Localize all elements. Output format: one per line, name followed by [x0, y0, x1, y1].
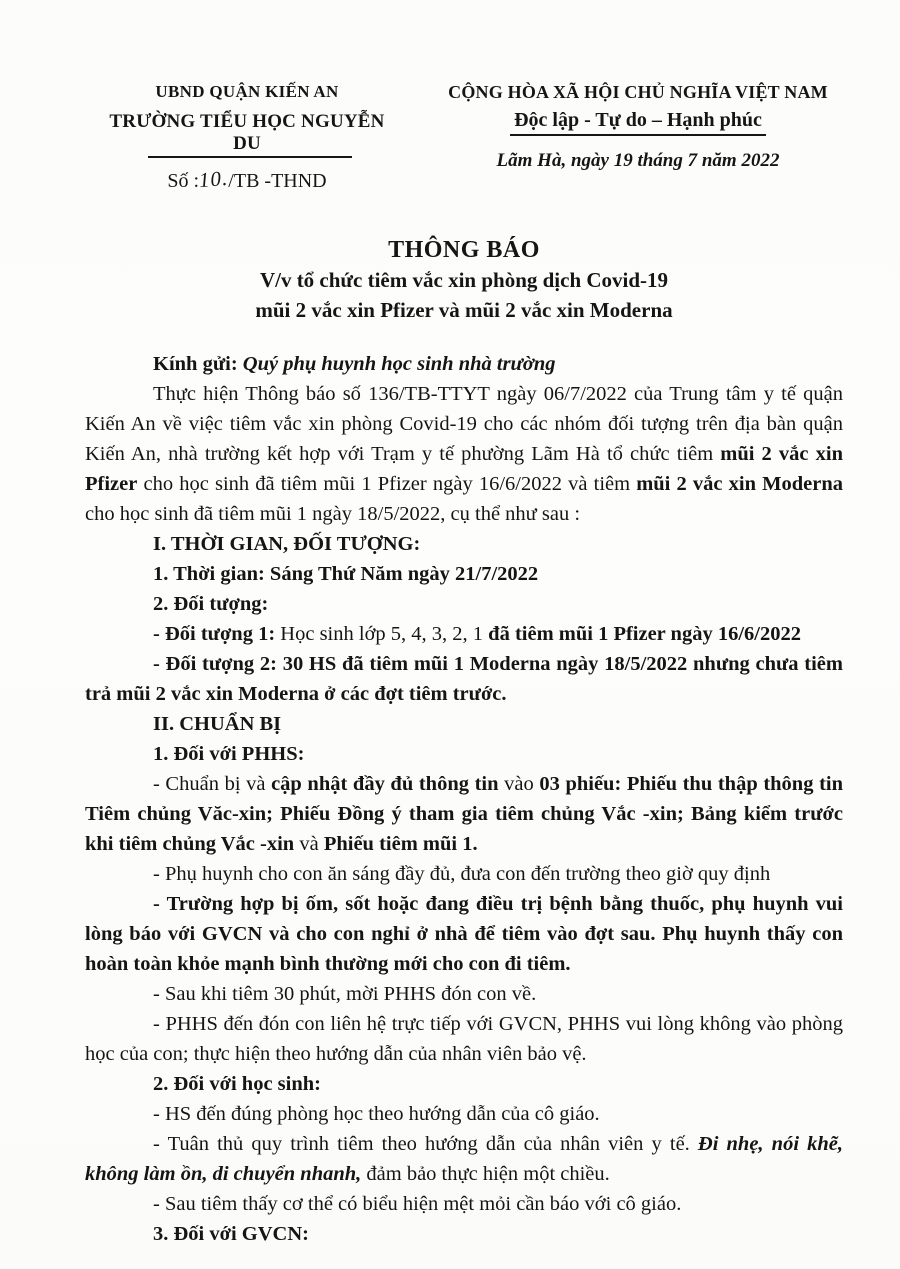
text-segment: 03 phiếu: Phiếu thu thập thông tin Tiêm chủng Văc-xin; Phiếu Đồng ý tham gia tiêm chủng Vắc -xin; Bảng kiểm trước khi tiêm chủng Vắc -xin [85, 773, 843, 855]
paragraph [85, 1009, 843, 1069]
paragraph [85, 649, 843, 709]
text-segment: mũi 2 vắc xin Moderna [636, 473, 843, 495]
text-segment: đảm bảo thực hiện một chiều. [361, 1163, 610, 1185]
text-segment: 1. Đối với PHHS: [153, 743, 305, 765]
text-segment: - Phụ huynh cho con ăn sáng đầy đủ, đưa con đến trường theo giờ quy định [153, 863, 771, 885]
document-body [85, 349, 843, 1249]
document-title-block [85, 235, 843, 325]
document-number-suffix: /TB -THND [228, 170, 327, 192]
text-segment: I. THỜI GIAN, ĐỐI TƯỢNG: [153, 533, 421, 555]
text-segment: 2. Đối với học sinh: [153, 1073, 321, 1095]
text-segment: - Chuẩn bị và [153, 773, 272, 795]
text-segment: Quý phụ huynh học sinh nhà trường [242, 353, 556, 375]
document-header [85, 82, 843, 193]
place-and-date: Lãm Hà, ngày 19 tháng 7 năm 2022 [496, 150, 780, 171]
document-number-prefix: Số : [167, 170, 200, 192]
paragraph [85, 379, 843, 529]
text-segment: Học sinh lớp 5, 4, 3, 2, 1 [280, 623, 489, 645]
text-segment: đã tiêm mũi 1 Pfizer ngày 16/6/2022 [488, 623, 801, 645]
text-segment: Đi nhẹ, nói khẽ, không làm ồn, di chuyển nhanh, [85, 1133, 844, 1185]
header-national-block [433, 82, 843, 172]
text-segment: vào [498, 773, 540, 795]
paragraph [85, 1069, 843, 1099]
paragraph [85, 739, 843, 769]
text-segment: - Trường hợp bị ốm, sốt hoặc đang điều trị bệnh bằng thuốc, phụ huynh vui lòng báo với GVCN và cho con nghỉ ở nhà để tiêm vào đợt sau. Phụ huynh thấy con hoàn toàn khỏe mạnh bình thường mới cho con đi tiêm. [85, 893, 843, 975]
text-segment: cho học sinh đã tiêm mũi 1 Pfizer ngày 16/6/2022 và tiêm [137, 473, 637, 495]
paragraph [85, 1129, 843, 1189]
text-segment: - Sau tiêm thấy cơ thể có biểu hiện mệt mỏi cần báo với cô giáo. [153, 1193, 682, 1215]
authority-parent-org: UBND QUẬN KIẾN AN [155, 82, 339, 101]
text-segment: 2. Đối tượng: [153, 593, 269, 615]
text-segment: Thực hiện Thông báo số 136/TB-TTYT ngày 06/7/2022 của Trung tâm y tế quận Kiến An về việc tiêm vắc xin phòng Covid-19 cho các nhóm đối tượng trên địa bàn quận Kiến An, nhà trường kết hợp với Trạm y tế phường Lãm Hà tổ chức tiêm [85, 383, 843, 465]
paragraph [85, 619, 843, 649]
national-title: CỘNG HÒA XÃ HỘI CHỦ NGHĨA VIỆT NAM [448, 82, 828, 102]
paragraph [85, 709, 843, 739]
header-issuing-authority [97, 82, 397, 193]
document-subtitle-line2: mũi 2 vắc xin Pfizer và mũi 2 vắc xin Moderna [255, 298, 673, 322]
authority-school-name: TRƯỜNG TIỂU HỌC NGUYỄN DU [97, 111, 397, 155]
document-subtitle-line1: V/v tổ chức tiêm vắc xin phòng dịch Covid-19 [259, 268, 669, 292]
text-segment: cập nhật đầy đủ thông tin [271, 773, 499, 795]
text-segment: 3. Đối với GVCN: [153, 1223, 309, 1245]
document-number-line [97, 165, 397, 193]
text-segment: Phiếu tiêm mũi 1. [323, 833, 478, 855]
paragraph [85, 889, 843, 979]
paragraph [85, 769, 843, 859]
text-segment: 1. Thời gian: Sáng Thứ Năm ngày 21/7/2022 [153, 563, 539, 585]
text-segment: cho học sinh đã tiêm mũi 1 ngày 18/5/2022, cụ thể như sau : [85, 503, 581, 525]
paragraph [85, 1099, 843, 1129]
text-segment: - HS đến đúng phòng học theo hướng dẫn của cô giáo. [153, 1103, 600, 1125]
text-segment: - Đối tượng 1: [153, 623, 281, 645]
paragraph [85, 529, 843, 559]
paragraph [85, 589, 843, 619]
text-segment: II. CHUẨN BỊ [153, 713, 282, 735]
paragraph [85, 859, 843, 889]
text-segment: Kính gửi: [153, 353, 243, 375]
paragraph [85, 559, 843, 589]
document-number-handwritten: 10. [197, 165, 230, 193]
text-segment: - PHHS đến đón con liên hệ trực tiếp với GVCN, PHHS vui lòng không vào phòng học của con; thực hiện theo hướng dẫn của nhân viên bảo vệ. [85, 1013, 843, 1065]
text-segment: - Sau khi tiêm 30 phút, mời PHHS đón con về. [153, 983, 537, 1005]
national-motto: Độc lập - Tự do – Hạnh phúc [510, 109, 766, 136]
text-segment: mũi 2 vắc xin Pfizer [85, 443, 843, 495]
paragraph [85, 349, 843, 379]
paragraph [85, 1189, 843, 1219]
paragraph [85, 1219, 843, 1249]
document-title: THÔNG BÁO [388, 237, 540, 263]
text-segment: - Đối tượng 2: 30 HS đã tiêm mũi 1 Moderna ngày 18/5/2022 nhưng chưa tiêm trả mũi 2 vắc xin Moderna ở các đợt tiêm trước. [85, 653, 843, 705]
text-segment: và [294, 833, 324, 855]
paragraph [85, 979, 843, 1009]
text-segment: - Tuân thủ quy trình tiêm theo hướng dẫn của nhân viên y tế. [153, 1133, 698, 1155]
